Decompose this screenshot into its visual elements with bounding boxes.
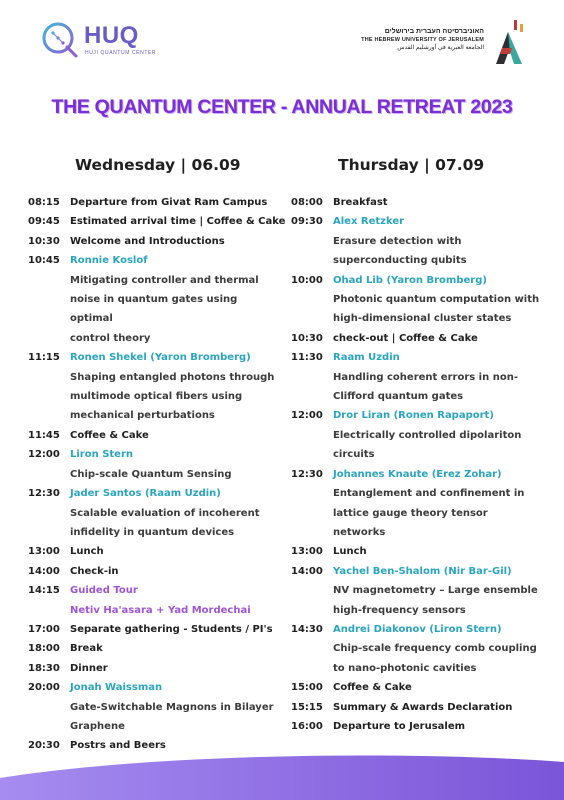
- entry-line: Dror Liran (Ronen Rapaport): [333, 410, 494, 422]
- entry-talk-title: [70, 271, 278, 349]
- entry-time: 12:30: [28, 488, 60, 500]
- entry-time: 10:30: [291, 332, 323, 344]
- entry-talk-title: [333, 290, 539, 329]
- hebrew-university-name-english: THE HEBREW UNIVERSITY OF JERUSALEM: [361, 37, 484, 43]
- entry-time: 18:00: [28, 643, 60, 655]
- entry-talk-title: [70, 465, 232, 484]
- hebrew-university-logo: [356, 18, 526, 66]
- schedule-entry: [28, 504, 278, 543]
- schedule-entry: [28, 348, 278, 367]
- entry-time: 11:45: [28, 429, 60, 441]
- entry-line: Liron Stern: [70, 449, 134, 461]
- entry-event: [70, 581, 138, 600]
- entry-event: [70, 562, 119, 581]
- entry-time: 15:00: [291, 682, 323, 694]
- entry-event: [70, 426, 149, 445]
- entry-speaker: [333, 406, 494, 425]
- entry-time: 09:30: [291, 216, 323, 228]
- entry-event: [333, 698, 512, 717]
- entry-speaker: [333, 562, 512, 581]
- entry-line: superconducting qubits: [333, 255, 467, 267]
- entry-line: Jader Santos (Raam Uzdin): [70, 488, 221, 500]
- footer-wave-decoration: [0, 740, 564, 800]
- entry-line: Lunch: [333, 546, 367, 558]
- huq-logo-text: HUQ: [84, 22, 139, 49]
- entry-event: [70, 232, 225, 251]
- entry-talk-title: [333, 484, 541, 542]
- entry-speaker: [333, 212, 404, 231]
- entry-time: 11:15: [28, 352, 60, 364]
- entry-line: circuits: [333, 449, 375, 461]
- schedule-entry: [28, 465, 278, 484]
- entry-event: [70, 542, 104, 561]
- entry-line: Chip-scale Quantum Sensing: [70, 468, 232, 480]
- schedule-entry: [28, 678, 278, 697]
- entry-time: 10:45: [28, 255, 60, 267]
- entry-event: [70, 659, 108, 678]
- entry-line: mechanical perturbations: [70, 410, 215, 422]
- schedule-entry: [291, 465, 541, 484]
- entry-speaker: [333, 348, 400, 367]
- entry-speaker: [70, 678, 162, 697]
- schedule-entry: [291, 329, 541, 348]
- entry-talk-title: [70, 504, 260, 543]
- entry-line: multimode optical fibers using: [70, 391, 243, 403]
- schedule-entry: [291, 368, 541, 407]
- schedule-entry: [291, 639, 541, 678]
- schedule-entry: [28, 581, 278, 600]
- entry-time: 14:15: [28, 585, 60, 597]
- entry-time: 13:00: [291, 546, 323, 558]
- entry-line: Alex Retzker: [333, 216, 405, 228]
- schedule-entry: [291, 290, 541, 329]
- entry-time: 12:00: [291, 410, 323, 422]
- entry-line: check-out | Coffee & Cake: [333, 332, 478, 344]
- entry-line: Estimated arrival time | Coffee & Cake: [70, 216, 286, 228]
- entry-time: 13:00: [28, 546, 60, 558]
- schedule-entry: [28, 698, 278, 737]
- entry-line: high-frequency sensors: [333, 604, 466, 616]
- hebrew-university-name-arabic: الجامعة العبرية في أورشليم القدس: [397, 45, 484, 51]
- schedule-entry: [28, 271, 278, 349]
- schedule-entry: [291, 678, 541, 697]
- entry-time: 15:15: [291, 701, 323, 713]
- entry-line: Check-in: [70, 565, 119, 577]
- entry-talk-title: [333, 426, 521, 465]
- entry-line: Graphene: [70, 720, 125, 732]
- schedule-entry: [291, 348, 541, 367]
- entry-time: 10:30: [28, 235, 60, 247]
- page-header: [0, 0, 564, 80]
- entry-line: Erasure detection with: [333, 235, 462, 247]
- schedule-entry: [291, 717, 541, 736]
- page-title: THE QUANTUM CENTER - ANNUAL RETREAT 2023: [51, 96, 513, 118]
- schedule-entry: [28, 232, 278, 251]
- schedule-entry: [291, 562, 541, 581]
- entry-talk-title: [333, 232, 467, 271]
- entry-time: 10:00: [291, 274, 323, 286]
- entry-speaker: [333, 620, 502, 639]
- entry-time: 18:30: [28, 662, 60, 674]
- schedule-thursday: [291, 193, 541, 736]
- entry-talk-title: [70, 368, 274, 426]
- schedule-entry: [28, 212, 286, 231]
- entry-talk-title: [333, 581, 538, 620]
- entry-speaker: [333, 465, 502, 484]
- entry-line: Lunch: [70, 546, 104, 558]
- entry-line: Postrs and Beers: [70, 740, 166, 752]
- entry-line: Gate-Switchable Magnons in Bilayer: [70, 701, 274, 713]
- schedule-entry: [291, 271, 541, 290]
- entry-line: Andrei Diakonov (Liron Stern): [333, 623, 502, 635]
- schedule-entry: [28, 620, 278, 639]
- entry-line: Departure to Jerusalem: [333, 720, 466, 732]
- entry-line: Photonic quantum computation with: [333, 294, 540, 306]
- entry-line: Raam Uzdin: [333, 352, 400, 364]
- entry-time: 16:00: [291, 720, 323, 732]
- entry-line: Breakfast: [333, 197, 388, 208]
- entry-line: Separate gathering - Students / PI's: [70, 623, 273, 635]
- entry-line: control theory: [70, 332, 151, 344]
- entry-time: 11:30: [291, 352, 323, 364]
- entry-line: Johannes Knaute (Erez Zohar): [333, 468, 502, 480]
- entry-line: Ohad Lib (Yaron Bromberg): [333, 274, 487, 286]
- entry-event: [333, 193, 388, 212]
- schedule-entry: [28, 659, 278, 678]
- entry-event: [70, 620, 273, 639]
- schedule-wednesday: [28, 193, 286, 756]
- schedule-entry: [28, 251, 278, 270]
- huq-logo-icon: [40, 20, 80, 60]
- entry-time: 08:15: [28, 197, 60, 208]
- entry-time: 14:00: [28, 565, 60, 577]
- schedule-entry: [28, 601, 278, 620]
- huq-logo: [40, 20, 200, 64]
- schedule-entry: [291, 212, 541, 231]
- entry-event: [333, 542, 367, 561]
- hebrew-university-name-hebrew: האוניברסיטה העברית בירושלים: [384, 28, 484, 35]
- schedule-entry: [291, 406, 541, 425]
- entry-line: Clifford quantum gates: [333, 391, 464, 403]
- schedule-entry: [291, 193, 541, 212]
- entry-time: 20:30: [28, 740, 60, 752]
- entry-line: Coffee & Cake: [333, 682, 412, 694]
- entry-line: Ronen Shekel (Yaron Bromberg): [70, 352, 251, 364]
- entry-time: 14:30: [291, 623, 323, 635]
- entry-line: Guided Tour: [70, 585, 138, 597]
- entry-line: Shaping entangled photons through: [70, 371, 275, 383]
- entry-time: 09:45: [28, 216, 60, 228]
- entry-event: [70, 639, 103, 658]
- entry-line: Yachel Ben-Shalom (Nir Bar-Gil): [333, 565, 512, 577]
- entry-line: Netiv Ha'asara + Yad Mordechai: [70, 604, 251, 616]
- entry-speaker: [70, 348, 251, 367]
- entry-line: lattice gauge theory tensor networks: [333, 507, 488, 538]
- schedule-entry: [291, 426, 541, 465]
- entry-line: Handling coherent errors in non-: [333, 371, 518, 383]
- entry-time: 20:00: [28, 682, 60, 694]
- hebrew-university-emblem-icon: [490, 18, 526, 66]
- huq-logo-subtext: HUJI QUANTUM CENTER: [85, 50, 157, 56]
- entry-speaker: [333, 271, 487, 290]
- entry-line: Jonah Waissman: [70, 682, 163, 694]
- schedule-entry: [28, 445, 278, 464]
- entry-line: noise in quantum gates using optimal: [70, 294, 238, 325]
- entry-line: Ronnie Koslof: [70, 255, 148, 267]
- entry-line: to nano-photonic cavities: [333, 662, 477, 674]
- entry-event: [333, 717, 465, 736]
- entry-event: [70, 601, 251, 620]
- day-heading-wednesday: Wednesday | 06.09: [75, 156, 241, 174]
- entry-line: Summary & Awards Declaration: [333, 701, 513, 713]
- entry-line: Entanglement and confinement in: [333, 488, 525, 500]
- schedule-entry: [28, 639, 278, 658]
- entry-speaker: [70, 251, 148, 270]
- entry-talk-title: [333, 368, 518, 407]
- schedule-entry: [28, 542, 278, 561]
- schedule-entry: [28, 193, 278, 212]
- schedule-entry: [291, 484, 541, 542]
- entry-line: Welcome and Introductions: [70, 235, 225, 247]
- entry-line: NV magnetometry – Large ensemble: [333, 585, 538, 597]
- entry-line: Scalable evaluation of incoherent: [70, 507, 260, 519]
- entry-line: Chip-scale frequency comb coupling: [333, 643, 537, 655]
- entry-line: Electrically controlled dipolariton: [333, 429, 522, 441]
- entry-line: Break: [70, 643, 103, 655]
- entry-talk-title: [333, 639, 537, 678]
- schedule-entry: [28, 368, 278, 426]
- entry-talk-title: [70, 698, 274, 737]
- entry-event: [333, 678, 412, 697]
- entry-time: 12:00: [28, 449, 60, 461]
- entry-event: [70, 212, 285, 231]
- entry-time: 08:00: [291, 197, 323, 208]
- entry-time: 14:00: [291, 565, 323, 577]
- schedule-entry: [291, 620, 541, 639]
- entry-time: 12:30: [291, 468, 323, 480]
- entry-line: Mitigating controller and thermal: [70, 274, 259, 286]
- schedule-entry: [28, 426, 278, 445]
- entry-speaker: [70, 484, 221, 503]
- schedule-entry: [291, 581, 541, 620]
- entry-line: Departure from Givat Ram Campus: [70, 197, 268, 208]
- schedule-entry: [291, 232, 541, 271]
- hebrew-university-wordmark: [361, 28, 484, 52]
- entry-line: Coffee & Cake: [70, 429, 149, 441]
- entry-event: [333, 329, 478, 348]
- day-heading-thursday: Thursday | 07.09: [338, 156, 485, 174]
- entry-time: 17:00: [28, 623, 60, 635]
- entry-line: Dinner: [70, 662, 108, 674]
- schedule-entry: [291, 542, 541, 561]
- entry-line: high-dimensional cluster states: [333, 313, 512, 325]
- entry-event: [70, 193, 267, 212]
- schedule-entry: [291, 698, 541, 717]
- entry-line: infidelity in quantum devices: [70, 526, 235, 538]
- entry-speaker: [70, 445, 133, 464]
- schedule-entry: [28, 562, 278, 581]
- schedule-entry: [28, 484, 278, 503]
